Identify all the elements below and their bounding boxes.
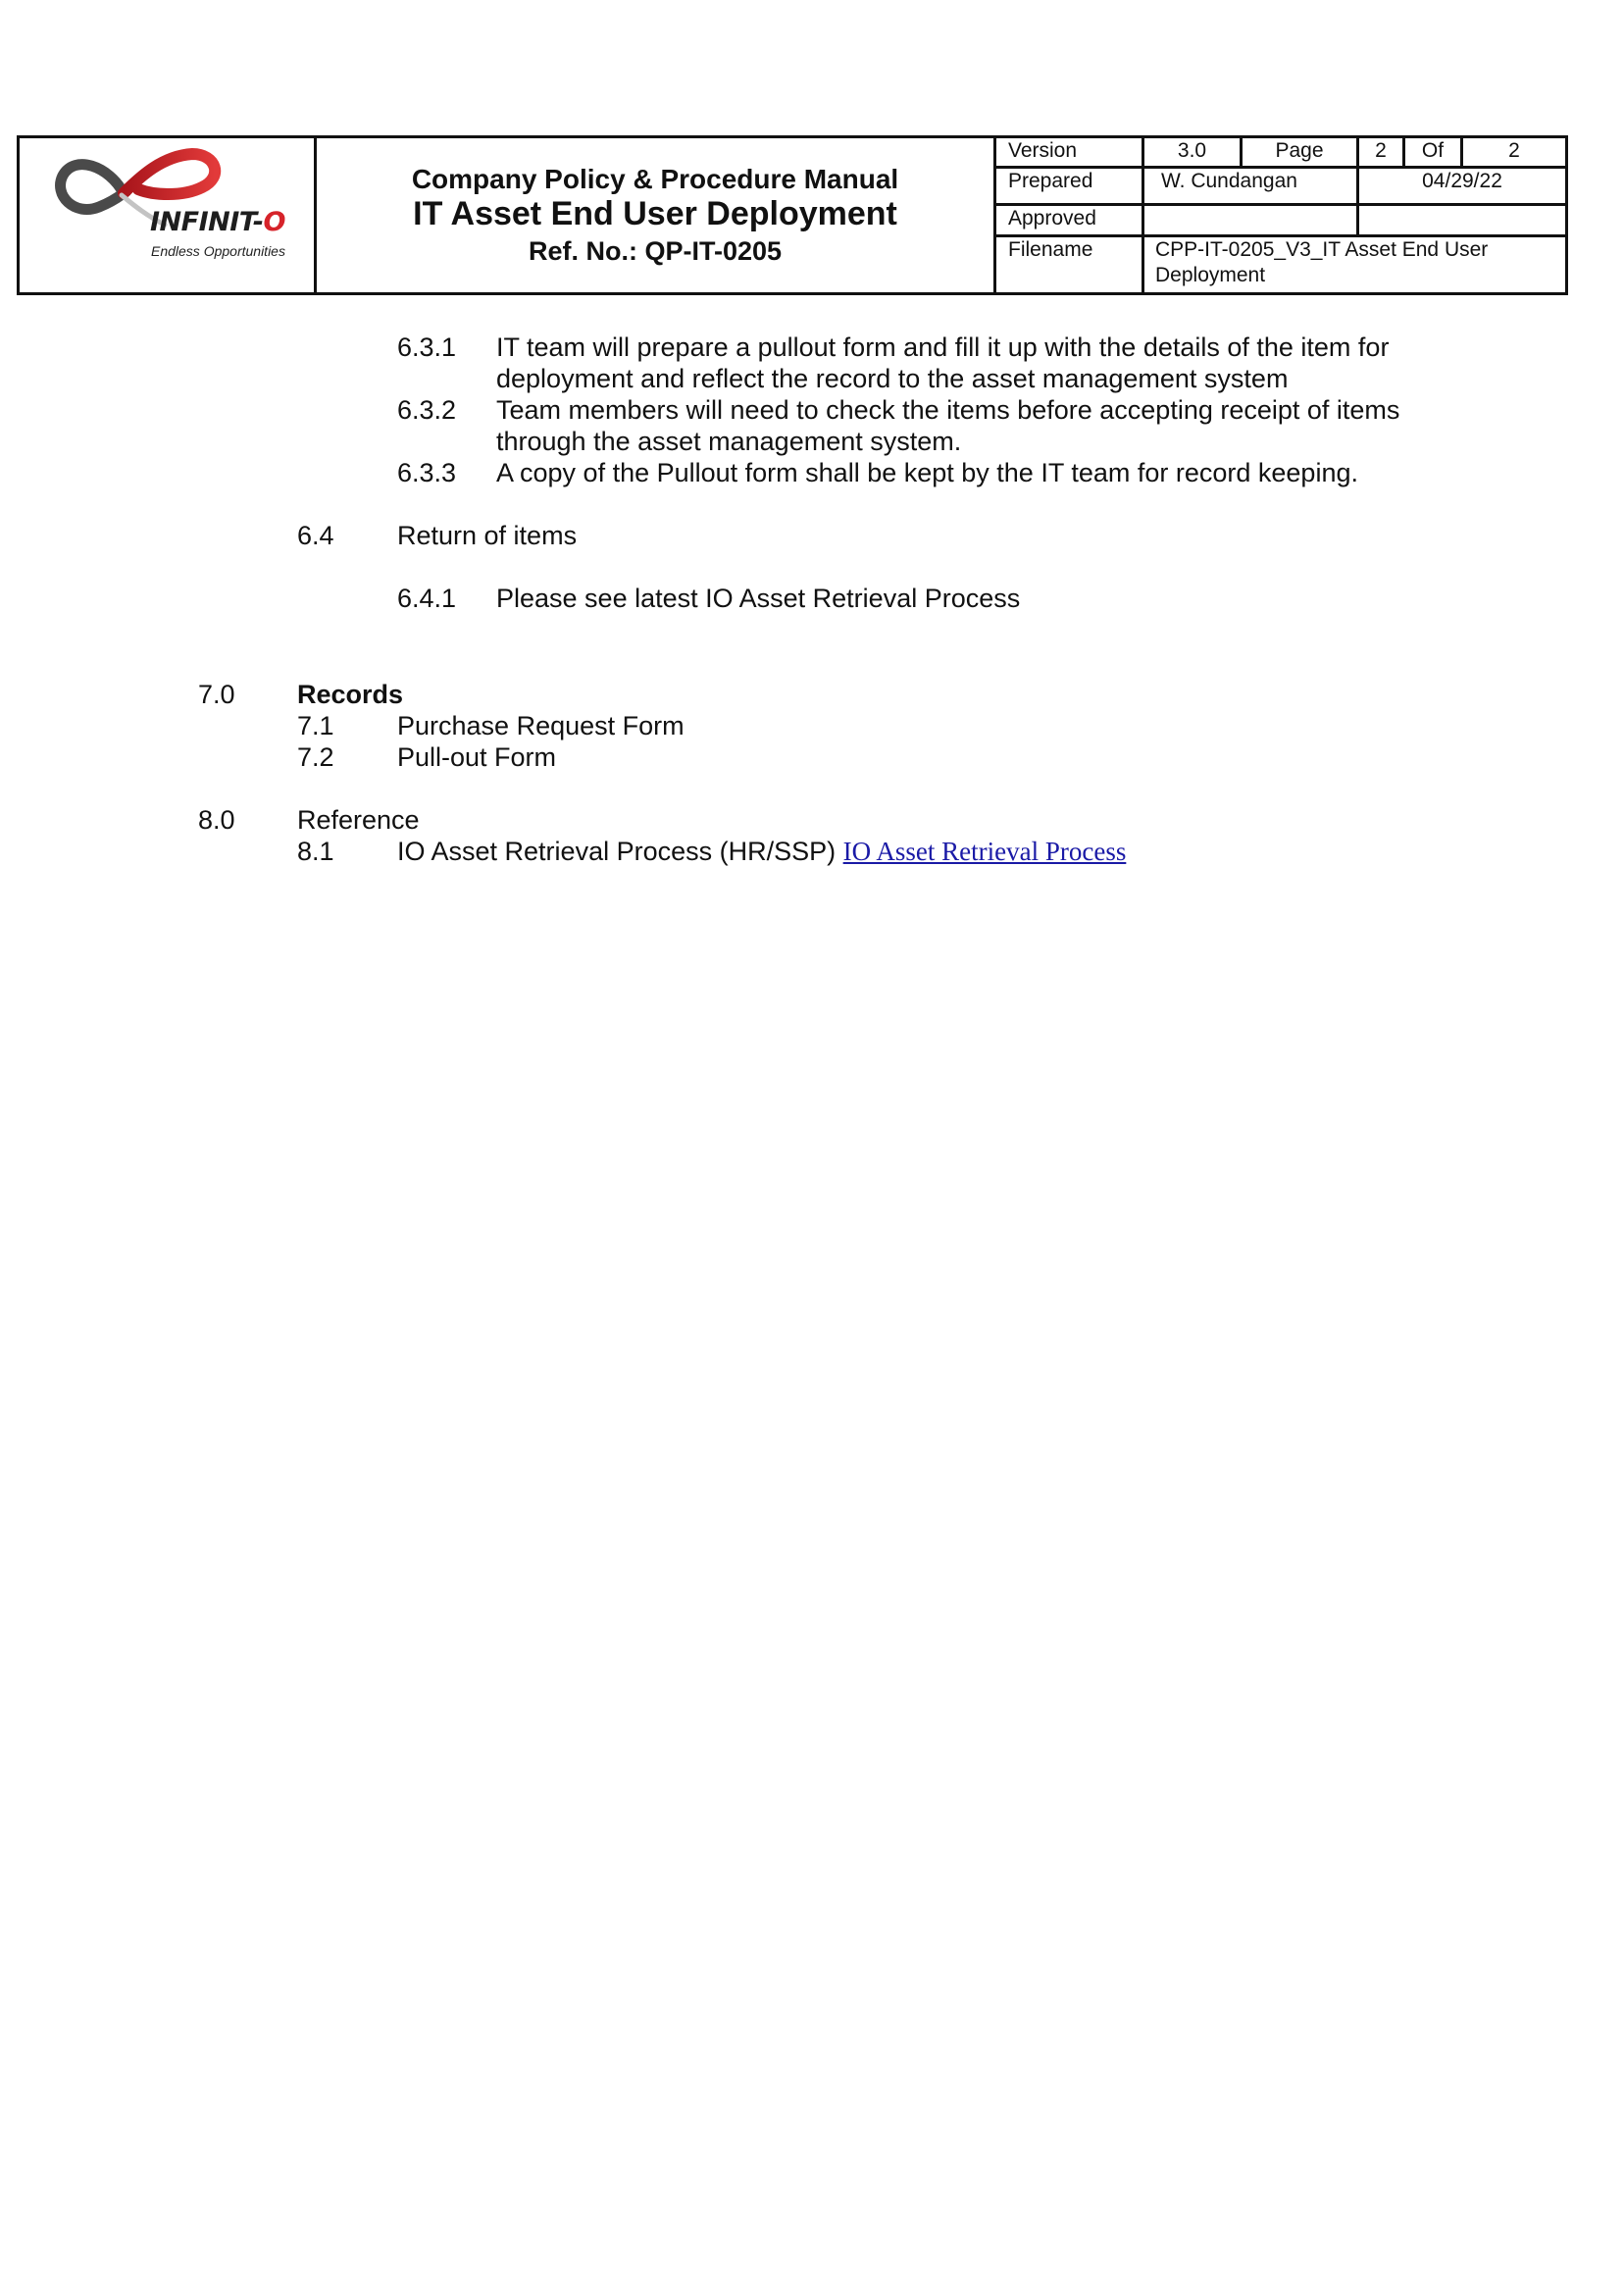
page-current: 2: [1375, 139, 1387, 162]
brand-main-text: INFINIT-: [150, 207, 264, 237]
page-label: Page: [1275, 139, 1324, 162]
filename-line-1: CPP-IT-0205_V3_IT Asset End User: [1155, 238, 1489, 261]
section-number: 6.3.3: [397, 458, 457, 487]
section-text: Please see latest IO Asset Retrieval Process: [496, 584, 1021, 613]
document-metadata-table: [996, 138, 1565, 292]
section-number: 6.4: [297, 521, 334, 550]
of-label: Of: [1421, 139, 1445, 162]
section-heading-reference: Reference: [297, 805, 420, 835]
logo-cell: [20, 138, 317, 292]
reference-text: IO Asset Retrieval Process (HR/SSP): [397, 837, 837, 866]
section-text: A copy of the Pullout form shall be kept by the IT team for record keeping.: [496, 458, 1358, 487]
section-number: 8.0: [198, 805, 235, 835]
version-value: 3.0: [1177, 139, 1207, 162]
section-text: Pull-out Form: [397, 742, 557, 772]
title-cell: [317, 138, 996, 292]
section-number: 6.3.2: [397, 395, 457, 425]
section-number: 6.4.1: [397, 584, 457, 613]
asset-retrieval-process-link[interactable]: IO Asset Retrieval Process: [842, 837, 1127, 866]
section-number: 7.1: [297, 711, 334, 740]
page-total: 2: [1508, 139, 1520, 162]
section-number: 7.0: [198, 680, 235, 709]
section-text: deployment and reflect the record to the asset management system: [496, 364, 1289, 393]
section-text: Team members will need to check the items before accepting receipt of items: [496, 395, 1400, 425]
reference-number: Ref. No.: QP-IT-0205: [528, 236, 783, 266]
approved-label: Approved: [1008, 207, 1096, 229]
brand-accent-text: O: [263, 207, 285, 237]
section-number: 8.1: [297, 837, 334, 866]
document-header: [17, 135, 1568, 295]
prepared-date: 04/29/22: [1422, 170, 1502, 192]
manual-title: Company Policy & Procedure Manual: [411, 164, 899, 194]
section-heading: Return of items: [397, 521, 578, 550]
prepared-label: Prepared: [1008, 170, 1093, 192]
prepared-by: W. Cundangan: [1161, 170, 1297, 192]
version-label: Version: [1008, 139, 1078, 162]
document-title: IT Asset End User Deployment: [413, 195, 897, 232]
reference-item: [397, 836, 1126, 867]
section-text: Purchase Request Form: [397, 711, 685, 740]
section-number: 6.3.1: [397, 332, 457, 362]
section-text: through the asset management system.: [496, 427, 962, 456]
brand-tagline: Endless Opportunities: [151, 243, 285, 259]
brand-wordmark: [150, 207, 285, 237]
filename-line-2: Deployment: [1155, 264, 1266, 286]
section-number: 7.2: [297, 742, 334, 772]
filename-label: Filename: [1008, 238, 1093, 261]
section-text: IT team will prepare a pullout form and fill it up with the details of the item for: [496, 332, 1390, 362]
section-heading-records: Records: [297, 680, 404, 709]
